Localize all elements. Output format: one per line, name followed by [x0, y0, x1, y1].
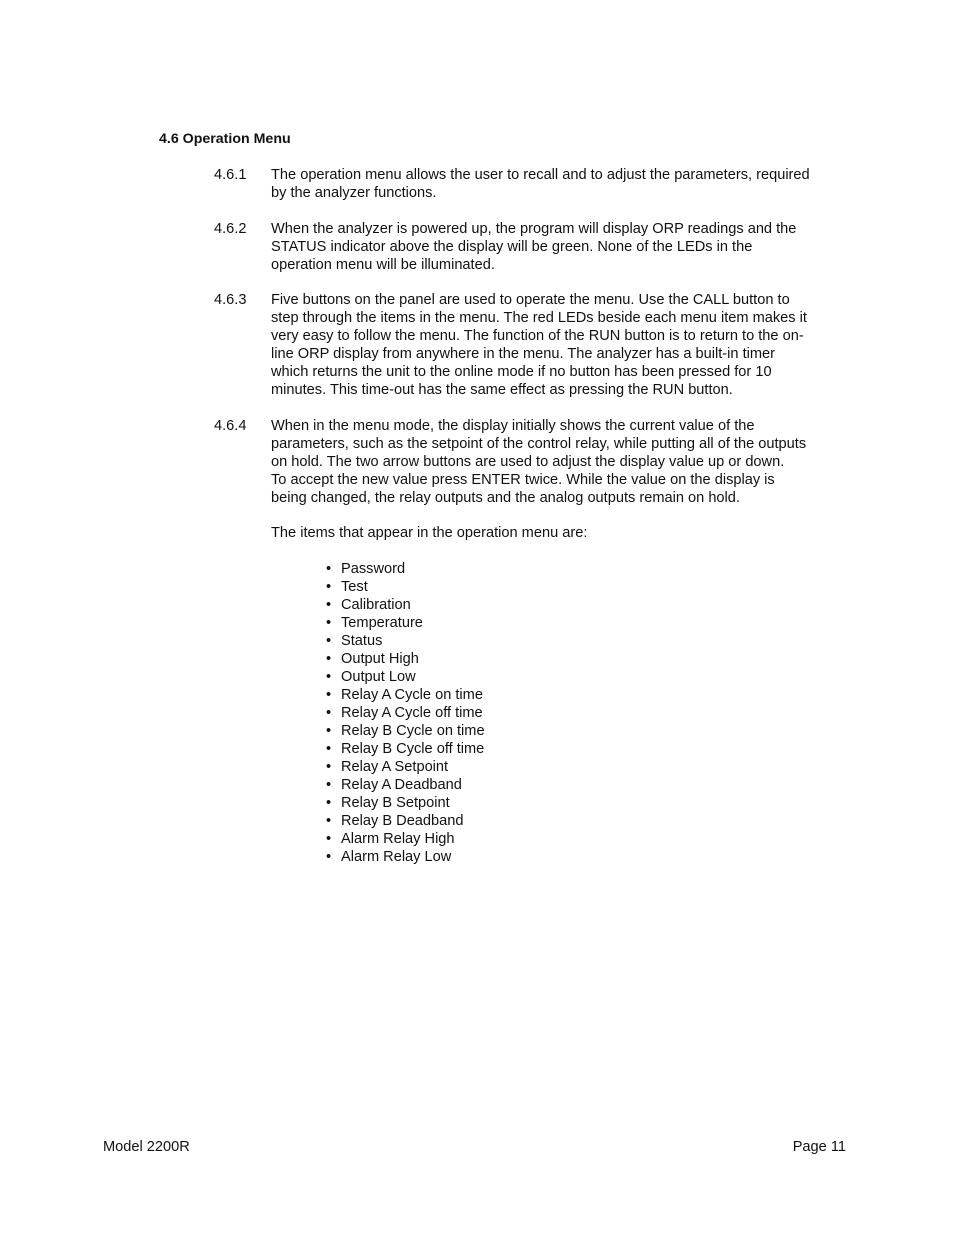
- paragraph-text: [271, 220, 853, 274]
- menu-list-item: [326, 848, 485, 866]
- bullet-icon: •: [326, 813, 332, 829]
- bullet-icon: •: [326, 759, 332, 775]
- bullet-icon: •: [326, 561, 332, 577]
- paragraph-line: To accept the new value press ENTER twice. While the value on the display is: [271, 472, 775, 488]
- menu-list-item: [326, 776, 485, 794]
- footer-page-number: Page 11: [792, 1139, 846, 1155]
- menu-item-label: Relay A Deadband: [341, 777, 462, 793]
- menu-item-label: Calibration: [341, 597, 411, 613]
- paragraph-number: 4.6.1: [214, 167, 247, 183]
- bullet-icon: •: [326, 849, 332, 865]
- paragraph-line: When the analyzer is powered up, the program will display ORP readings and the: [271, 221, 797, 237]
- menu-item-label: Relay A Cycle off time: [341, 705, 483, 721]
- bullet-icon: •: [326, 795, 332, 811]
- section-heading: 4.6 Operation Menu: [159, 131, 291, 147]
- paragraph-line: operation menu will be illuminated.: [271, 257, 495, 273]
- menu-item-label: Alarm Relay Low: [341, 849, 452, 865]
- menu-list-item: [326, 812, 485, 830]
- paragraph-line: by the analyzer functions.: [271, 185, 437, 201]
- menu-item-label: Relay B Cycle on time: [341, 723, 485, 739]
- paragraph-line: parameters, such as the setpoint of the control relay, while putting all of the outputs: [271, 436, 807, 452]
- paragraph-line: which returns the unit to the online mode if no button has been pressed for 10: [271, 364, 772, 380]
- menu-list-item: [326, 668, 485, 686]
- bullet-icon: •: [326, 651, 332, 667]
- menu-item-label: Relay B Setpoint: [341, 795, 450, 811]
- menu-item-label: Test: [341, 579, 368, 595]
- bullet-icon: •: [326, 615, 332, 631]
- menu-list-item: [326, 650, 485, 668]
- menu-list-item: [326, 596, 485, 614]
- paragraph-text: [271, 166, 853, 202]
- menu-list-item: [326, 560, 485, 578]
- menu-list-item: [326, 578, 485, 596]
- menu-item-label: Output Low: [341, 669, 416, 685]
- menu-list-item: [326, 758, 485, 776]
- paragraph-text: [271, 417, 853, 507]
- menu-item-label: Password: [341, 561, 406, 577]
- menu-list-item: [326, 794, 485, 812]
- menu-list-item: [326, 722, 485, 740]
- bullet-icon: •: [326, 777, 332, 793]
- menu-list-item: [326, 704, 485, 722]
- paragraph-line: STATUS indicator above the display will be green. None of the LEDs in the: [271, 239, 753, 255]
- bullet-icon: •: [326, 741, 332, 757]
- bullet-icon: •: [326, 579, 332, 595]
- menu-list-item: [326, 632, 485, 650]
- menu-item-label: Relay A Setpoint: [341, 759, 449, 775]
- paragraph-line: minutes. This time-out has the same effect as pressing the RUN button.: [271, 382, 733, 398]
- menu-list-item: [326, 830, 485, 848]
- paragraph-line: on hold. The two arrow buttons are used to adjust the display value up or down.: [271, 454, 785, 470]
- menu-list-item: [326, 740, 485, 758]
- paragraph-line: step through the items in the menu. The red LEDs beside each menu item makes it: [271, 310, 807, 326]
- paragraph-line: line ORP display from anywhere in the menu. The analyzer has a built-in timer: [271, 346, 775, 362]
- bullet-icon: •: [326, 723, 332, 739]
- menu-item-label: Status: [341, 633, 383, 649]
- paragraph-line: The operation menu allows the user to recall and to adjust the parameters, required: [271, 167, 810, 183]
- bullet-icon: •: [326, 597, 332, 613]
- paragraph-line: Five buttons on the panel are used to operate the menu. Use the CALL button to: [271, 292, 790, 308]
- paragraph-line: very easy to follow the menu. The function of the RUN button is to return to the on-: [271, 328, 804, 344]
- menu-intro-text: The items that appear in the operation menu are:: [271, 525, 588, 541]
- menu-item-label: Temperature: [341, 615, 423, 631]
- menu-item-label: Relay A Cycle on time: [341, 687, 483, 703]
- paragraph-line: When in the menu mode, the display initially shows the current value of the: [271, 418, 755, 434]
- paragraph-number: 4.6.4: [214, 418, 247, 434]
- bullet-icon: •: [326, 705, 332, 721]
- paragraph-number: 4.6.2: [214, 221, 247, 237]
- menu-item-label: Relay B Cycle off time: [341, 741, 485, 757]
- menu-list-item: [326, 614, 485, 632]
- menu-item-label: Alarm Relay High: [341, 831, 455, 847]
- bullet-icon: •: [326, 633, 332, 649]
- bullet-icon: •: [326, 687, 332, 703]
- footer-model: Model 2200R: [103, 1139, 190, 1155]
- operation-menu-list: [326, 560, 485, 866]
- bullet-icon: •: [326, 831, 332, 847]
- paragraph-text: [271, 291, 853, 399]
- paragraph-number: 4.6.3: [214, 292, 247, 308]
- menu-item-label: Relay B Deadband: [341, 813, 464, 829]
- bullet-icon: •: [326, 669, 332, 685]
- paragraph-line: being changed, the relay outputs and the analog outputs remain on hold.: [271, 490, 740, 506]
- menu-item-label: Output High: [341, 651, 419, 667]
- menu-list-item: [326, 686, 485, 704]
